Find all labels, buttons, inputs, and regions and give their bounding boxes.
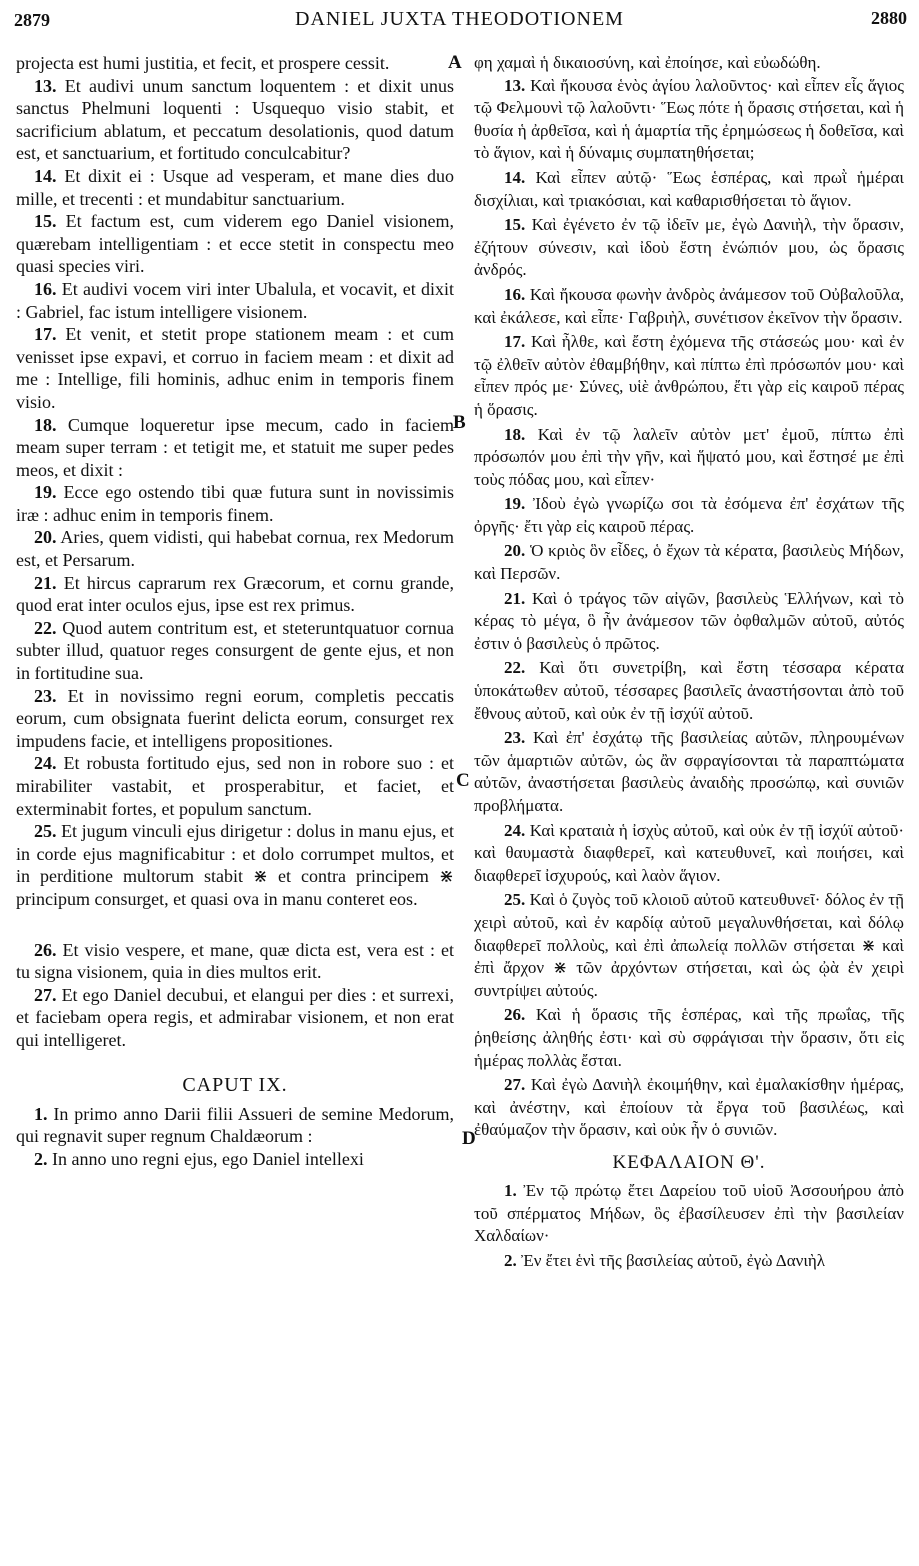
verse-number: 19. xyxy=(504,494,526,514)
verse-number: 19. xyxy=(34,482,57,503)
verse-text: Et dixit ei : Usque ad vesperam, et mane dies duo mille, et trecenti : et mundabitur sanctuarium. xyxy=(16,165,455,209)
verse-text: Quod autem contritum est, et steteruntquatuor cornua subter illud, quatuor reges consurgent de gente ejus, et non in fortitudine sua. xyxy=(16,617,455,684)
left-page-number: 2879 xyxy=(14,10,50,30)
verse-text: Et in novissimo regni eorum, completis peccatis eorum, cum obsignata fuerint delicta eorum, consurget rex impudens facie, et intelligens propositiones. xyxy=(16,685,454,751)
verse xyxy=(474,214,904,282)
verse-text: Cumque loqueretur ipse mecum, cado in faciem meam super terram : et tetigit me, et statuit me super pedes meos, et dixit : xyxy=(16,414,455,480)
verse-number: 25. xyxy=(34,821,57,842)
verse-number: 13. xyxy=(504,75,526,95)
verse xyxy=(474,727,904,817)
verse-number: 26. xyxy=(504,1005,526,1025)
verse-number: 21. xyxy=(504,588,526,608)
verse xyxy=(16,685,454,753)
latin-verses xyxy=(16,75,454,1052)
verse-text: Et ego Daniel decubui, et elangui per dies : et surrexi, et faciebam opera regis, et admirabar visionem, et non erat qui intelligeret. xyxy=(16,984,454,1050)
verse-text: Καὶ εἶπεν αὐτῷ· Ἕως ἑσπέρας, καὶ πρωῒ ἡμέραι δισχίλιαι, καὶ τριακόσιαι, καὶ καθαρισθήσεται τὸ ἅγιον. xyxy=(474,167,905,210)
verse-text: Ἐν τῷ πρώτῳ ἔτει Δαρείου τοῦ υἱοῦ Ἀσσουήρου ἀπὸ τοῦ σπέρματος Μήδων, ὃς ἐβασίλευσεν ἐπὶ τὴν βασιλείαν Χαλδαίων· xyxy=(474,1180,905,1246)
verse xyxy=(16,414,454,482)
verse-number: 20. xyxy=(504,541,526,561)
verse xyxy=(16,572,454,617)
verse-text: Aries, quem vidisti, qui habebat cornua, rex Medorum est, et Persarum. xyxy=(16,527,455,571)
verse xyxy=(474,889,904,1002)
verse-text: Et audivi vocem viri inter Ubalula, et vocavit, et dixit : Gabriel, fac istum intelligere visionem. xyxy=(16,278,454,322)
verse-number: 24. xyxy=(34,753,57,774)
verse xyxy=(16,481,454,526)
verse xyxy=(474,820,904,888)
latin-lead-text: projecta est humi justitia, et fecit, et prospere cessit. xyxy=(16,53,390,73)
verse xyxy=(16,617,454,685)
verse-text: Ἐν ἔτει ἑνὶ τῆς βασιλείας αὐτοῦ, ἐγὼ Δανιὴλ xyxy=(521,1250,826,1270)
verse xyxy=(474,167,904,212)
verse xyxy=(474,493,904,538)
right-page-number: 2880 xyxy=(871,8,907,28)
verse xyxy=(474,1004,904,1072)
verse-number: 17. xyxy=(504,332,526,352)
margin-marker-a: A xyxy=(448,52,462,73)
greek-column xyxy=(474,52,904,1274)
verse xyxy=(474,540,904,585)
verse-text: Καὶ ὁ ζυγὸς τοῦ κλοιοῦ αὐτοῦ κατευθυνεῖ· δόλος ἐν τῇ χειρὶ αὐτοῦ, καὶ ἐν καρδίᾳ αὐτοῦ μεγαλυνθήσεται, καὶ δόλῳ διαφθερεῖ πολλοὺς, καὶ ἐπὶ ἀπωλείᾳ πολλῶν στήσεται ⋇ καὶ ἐπὶ ἄρχον ⋇ τῶν ἀρχόντων στήσεται, καὶ ὡς ᾠὰ ἐν χειρὶ συντρίψει αὐτούς. xyxy=(474,890,904,1000)
verse xyxy=(474,1074,904,1142)
verse-number: 27. xyxy=(34,984,57,1005)
verse-number: 16. xyxy=(34,278,57,299)
verse xyxy=(474,588,904,656)
verse xyxy=(16,210,454,278)
latin-column xyxy=(16,52,454,1170)
verse xyxy=(16,1103,454,1148)
verse-number: 24. xyxy=(504,820,526,840)
latin-chapter-heading: CAPUT IX. xyxy=(182,1073,288,1096)
verse-number: 18. xyxy=(34,414,57,435)
page-header xyxy=(0,0,919,40)
verse-text: Καὶ ἦλθε, καὶ ἔστη ἐχόμενα τῆς στάσεώς μου· καὶ ἐν τῷ ἐλθεῖν αὐτὸν ἐθαμβήθην, καὶ πίπτω ἐπὶ πρόσωπόν μου· καὶ εἶπεν πρός με· Σύνες, υἱὲ ἀνθρώπου, ἔτι γὰρ εἰς καιροῦ πέρας ἡ ὅρασις. xyxy=(474,332,905,419)
verse xyxy=(16,820,454,910)
verse-text: Καὶ ὅτι συνετρίβη, καὶ ἔστη τέσσαρα κέρατα ὑποκάτωθεν αὐτοῦ, τέσσαρες βασιλεῖς ἀναστήσονται ἀπὸ τοῦ ἔθνους αὐτοῦ, καὶ οὐκ ἐν τῇ ἰσχύϊ αὐτοῦ. xyxy=(474,658,905,723)
greek-verses xyxy=(474,75,904,1142)
verse-number: 15. xyxy=(34,211,57,232)
verse-text: Ecce ego ostendo tibi quæ futura sunt in novissimis iræ : adhuc enim in temporis finem. xyxy=(16,482,454,525)
verse-number: 2. xyxy=(34,1148,48,1169)
verse-text: Ὁ κριὸς ὃν εἶδες, ὁ ἔχων τὰ κέρατα, βασιλεὺς Μήδων, καὶ Περσῶν. xyxy=(474,541,905,584)
verse-text: Καὶ ἐν τῷ λαλεῖν αὐτὸν μετ' ἐμοῦ, πίπτω ἐπὶ πρόσωπόν μου ἐπὶ τὴν γῆν, καὶ ἥψατό μου, καὶ ἔστησέ με ἐπὶ τοὺς πόδας μου, καὶ εἶπεν· xyxy=(474,424,905,489)
verse-number: 23. xyxy=(34,685,57,706)
verse-number: 13. xyxy=(34,75,57,96)
verse-number: 16. xyxy=(504,284,526,304)
verse-text: Καὶ ἐπ' ἐσχάτῳ τῆς βασιλείας αὐτῶν, πληρουμένων τῶν ἁμαρτιῶν αὐτῶν, ὡς ἂν σφραγίσονται τὰ παραπτώματα αὐτῶν, ἀναστήσεται βασιλεὺς ἀναιδὴς προσώπῳ, καὶ συνιῶν προβλήματα. xyxy=(474,728,904,815)
verse-number: 25. xyxy=(504,890,526,910)
verse-number: 1. xyxy=(504,1180,517,1200)
verse-number: 1. xyxy=(34,1103,48,1124)
verse xyxy=(474,657,904,725)
verse xyxy=(474,424,904,492)
verse-text: Καὶ ὁ τράγος τῶν αἰγῶν, βασιλεὺς Ἑλλήνων, καὶ τὸ κέρας τὸ μέγα, ὃ ἦν ἀνάμεσον τῶν ὀφθαλμῶν αὐτοῦ, αὐτός ἐστιν ὁ βασιλεὺς ὁ πρῶτος. xyxy=(474,588,905,653)
verse-text: Καὶ κραταιὰ ἡ ἰσχὺς αὐτοῦ, καὶ οὐκ ἐν τῇ ἰσχύϊ αὐτοῦ· καὶ θαυμαστὰ διαφθερεῖ, καὶ κατευθυνεῖ, καὶ ποιήσει, καὶ διαφθερεῖ ἰσχυρούς, καὶ λαὸν ἅγιον. xyxy=(474,820,905,885)
verse xyxy=(16,939,454,984)
verse-text: In primo anno Darii filii Assueri de semine Medorum, qui regnavit super regnum Chaldæorum : xyxy=(16,1103,454,1147)
verse-number: 27. xyxy=(504,1075,526,1095)
verse xyxy=(16,165,454,210)
verse xyxy=(474,75,904,165)
verse xyxy=(474,1180,904,1248)
verse-number: 21. xyxy=(34,572,57,593)
verse-text: Καὶ ἐγένετο ἐν τῷ ἰδεῖν με, ἐγὼ Δανιὴλ, τὴν ὅρασιν, ἐζήτουν σύνεσιν, καὶ ἰδοὺ ἔστη ἐνώπιόν μου, ὡς ὅρασις ἀνδρός. xyxy=(474,215,905,280)
verse-number: 26. xyxy=(34,939,57,960)
verse-text: Καὶ ἡ ὅρασις τῆς ἑσπέρας, καὶ τῆς πρωΐας, τῆς ῥηθείσης ἀληθής ἐστι· καὶ σὺ σφράγισαι τὴν ὅρασιν, ὅτι εἰς ἡμέρας πολλὰς ἔσται. xyxy=(474,1005,905,1070)
margin-marker-b: B xyxy=(453,412,466,433)
verse xyxy=(16,526,454,571)
verse xyxy=(16,278,454,323)
verse xyxy=(474,331,904,421)
verse-number: 14. xyxy=(504,167,526,187)
verse-text: Καὶ ἤκουσα ἑνὸς ἁγίου λαλοῦντος· καὶ εἶπεν εἷς ἅγιος τῷ Φελμουνὶ τῷ λαλοῦντι· Ἕως πότε ἡ ὅρασις στήσεται, καὶ ἡ θυσία ἡ ἀρθεῖσα, καὶ ἡ ἁμαρτία τῆς ἐρημώσεως ἡ δοθεῖσα, καὶ τὸ ἅγιον, καὶ ἡ δύναμις συμπατηθήσεται; xyxy=(474,75,905,163)
verse-text: Et robusta fortitudo ejus, sed non in robore suo : et mirabiliter vastabit, et prosperabitur, et faciet, et exterminabit fortes, et populum sanctum. xyxy=(16,753,454,819)
verse xyxy=(16,1148,454,1171)
verse-text: Καὶ ἤκουσα φωνὴν ἀνδρὸς ἀνάμεσον τοῦ Οὐβαλοῦλα, καὶ ἐκάλεσε, καὶ εἶπε· Γαβριὴλ, συνέτισον ἐκεῖνον τὴν ὅρασιν. xyxy=(474,284,904,327)
latin-chapter-verses xyxy=(16,1103,454,1171)
verse-text: Et venit, et stetit prope stationem meam : et cum venisset ipse expavi, et corruo in faciem meam : et dixit ad me : Intellige, fili hominis, adhuc enim in temporis finem visio. xyxy=(16,324,455,412)
verse-number: 15. xyxy=(504,215,526,235)
verse-number: 23. xyxy=(504,728,526,748)
verse-text: Et factum est, cum viderem ego Daniel visionem, quærebam intelligentiam : et ecce stetit in conspectu meo quasi species viri. xyxy=(16,211,454,277)
greek-chapter-verses xyxy=(474,1180,904,1272)
verse xyxy=(16,984,454,1052)
running-title: DANIEL JUXTA THEODOTIONEM xyxy=(295,8,624,30)
verse-text: Et visio vespere, et mane, quæ dicta est, vera est : et tu signa visionem, quia in dies multos erit. xyxy=(16,939,454,983)
verse-text: Ἰδοὺ ἐγὼ γνωρίζω σοι τὰ ἐσόμενα ἐπ' ἐσχάτων τῆς ὀργῆς· ἔτι γὰρ εἰς καιροῦ πέρας. xyxy=(474,494,905,536)
verse-text: In anno uno regni ejus, ego Daniel intellexi xyxy=(52,1148,364,1169)
verse xyxy=(474,284,904,329)
margin-marker-c: C xyxy=(456,770,470,791)
verse-text: Καὶ ἐγὼ Δανιὴλ ἐκοιμήθην, καὶ ἐμαλακίσθην ἡμέρας, καὶ ἀνέστην, καὶ ἐποίουν τὰ ἔργα τοῦ βασιλέως, καὶ ἐθαύμαζον τὴν ὅρασιν, καὶ οὐκ ἦν ὁ συνιῶν. xyxy=(474,1075,904,1140)
greek-chapter-heading: ΚΕΦΑΛΑΙΟΝ Θ'. xyxy=(612,1151,766,1173)
verse-number: 17. xyxy=(34,324,57,345)
verse-text: Et audivi unum sanctum loquentem : et dixit unus sanctus Phelmuni loquenti : Usquequo visio stabit, et sacrificium ablatum, et peccatum desolationis, quod datum est, et sanctuarium, et fortitudo conculcabitur? xyxy=(16,75,454,164)
verse-number: 22. xyxy=(34,617,57,638)
verse-number: 18. xyxy=(504,424,526,444)
verse-text: Et jugum vinculi ejus dirigetur : dolus in manu ejus, et in corde ejus magnificabitur : et dolo corrumpet multos, et in perditione multorum stabit ⋇ et contra principem ⋇ principum consurget, et quasi ova in manu conteret eos. xyxy=(16,821,455,909)
verse xyxy=(16,75,454,165)
verse xyxy=(16,323,454,413)
verse-number: 22. xyxy=(504,658,526,678)
margin-marker-d: D xyxy=(462,1128,476,1149)
verse-number: 20. xyxy=(34,527,57,548)
verse xyxy=(16,752,454,820)
verse xyxy=(474,1250,904,1273)
verse-text: Et hircus caprarum rex Græcorum, et cornu grande, quod erat inter oculos ejus, ipse est rex primus. xyxy=(16,572,455,616)
verse-number: 14. xyxy=(34,165,57,186)
greek-lead-text: φη χαμαὶ ἡ δικαιοσύνη, καὶ ἐποίησε, καὶ εὐωδώθη. xyxy=(474,53,821,72)
verse-number: 2. xyxy=(504,1250,517,1270)
